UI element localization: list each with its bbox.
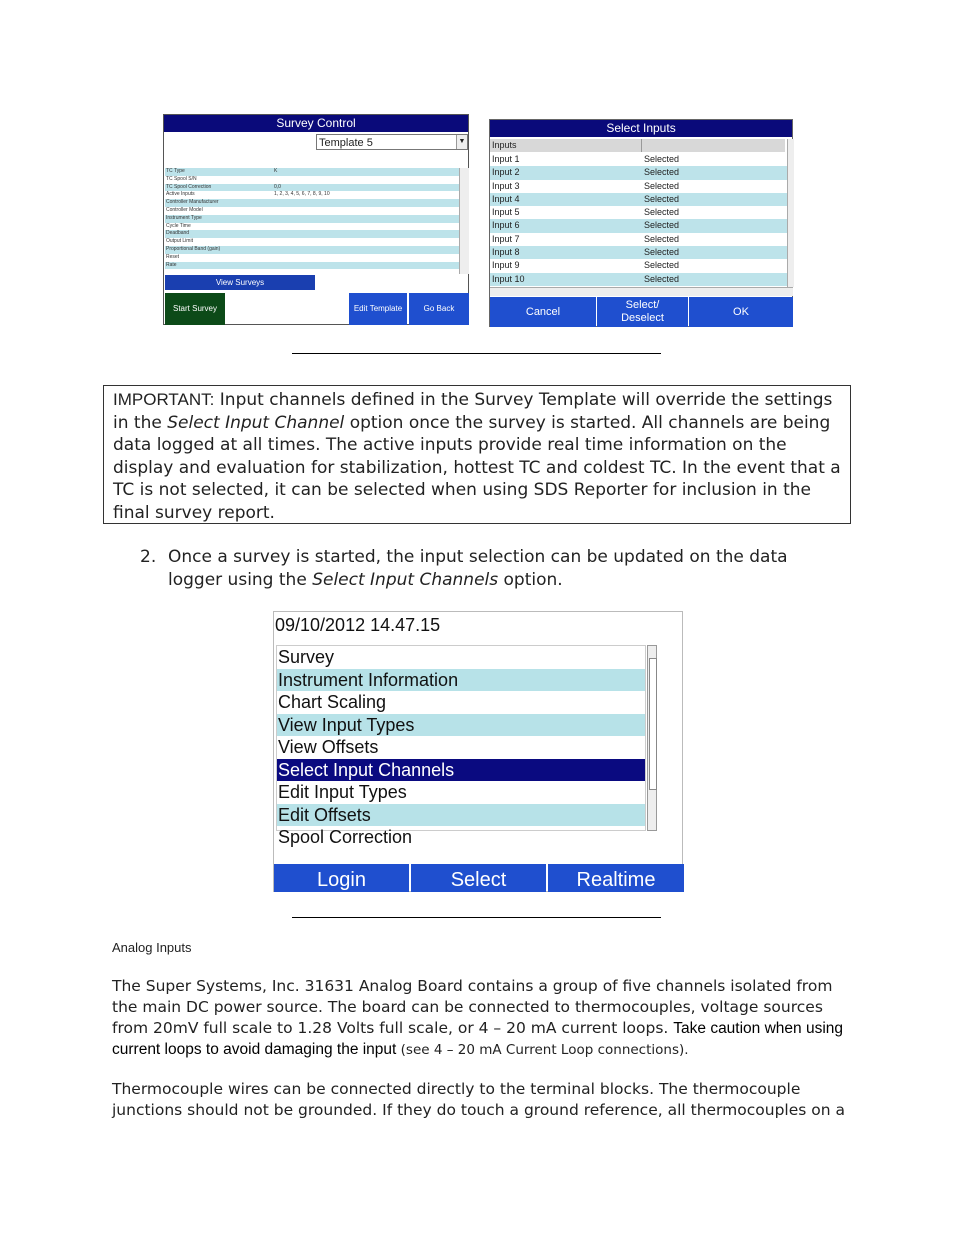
survey-fields-list xyxy=(165,168,459,274)
input-name: Input 5 xyxy=(492,207,520,218)
field-label: Instrument Type xyxy=(166,214,202,221)
menu-item-edit-input-types[interactable]: Edit Input Types xyxy=(278,782,407,802)
realtime-button[interactable]: Realtime xyxy=(548,864,684,892)
survey-control-title: Survey Control xyxy=(164,115,468,132)
input-name: Input 4 xyxy=(492,193,520,204)
column-divider xyxy=(641,139,642,152)
input-name: Input 8 xyxy=(492,247,520,258)
step-number: 2. xyxy=(140,547,157,567)
inputs-list xyxy=(490,153,787,286)
input-status: Selected xyxy=(644,260,680,271)
field-label: TC Spool Correction xyxy=(166,183,212,190)
input-status: Selected xyxy=(644,247,680,258)
list-item[interactable] xyxy=(490,166,787,179)
menu-item-survey[interactable]: Survey xyxy=(278,647,335,667)
field-value xyxy=(274,207,459,215)
menu-list xyxy=(276,645,646,847)
important-note xyxy=(103,385,851,524)
list-item xyxy=(165,184,459,192)
menu-item-instrument-information[interactable]: Instrument Information xyxy=(277,669,645,692)
menu-screenshot xyxy=(273,611,683,892)
list-item xyxy=(165,168,459,176)
cancel-button[interactable]: Cancel xyxy=(490,297,596,327)
para1-emphasis: Take caution when using current loops to avoid damaging the input xyxy=(112,1020,844,1058)
survey-control-screenshot xyxy=(163,114,469,325)
list-item xyxy=(165,199,459,207)
menu-item-chart-scaling[interactable]: Chart Scaling xyxy=(278,692,387,712)
select-inputs-title: Select Inputs xyxy=(490,120,792,137)
vertical-scrollbar[interactable] xyxy=(459,168,469,274)
step-text-2: option. xyxy=(498,569,563,590)
list-item[interactable] xyxy=(490,233,787,246)
field-label: Controller Manufacturer xyxy=(166,199,219,206)
field-value xyxy=(274,246,459,254)
list-item xyxy=(165,191,459,199)
inputs-column-header xyxy=(490,139,785,152)
input-status: Selected xyxy=(644,220,680,231)
list-item[interactable] xyxy=(490,153,787,166)
list-item xyxy=(165,254,459,262)
ok-button[interactable]: OK xyxy=(689,297,793,327)
section-heading: Analog Inputs xyxy=(112,940,192,955)
input-name: Input 3 xyxy=(492,180,520,191)
go-back-button[interactable]: Go Back xyxy=(409,293,469,325)
login-button[interactable]: Login xyxy=(274,864,409,892)
field-label: Proportional Band (gain) xyxy=(166,245,221,252)
input-status: Selected xyxy=(644,193,680,204)
field-label: Deadband xyxy=(166,230,190,237)
field-label: Cycle Time xyxy=(166,222,191,229)
input-name: Input 2 xyxy=(492,167,520,178)
list-item xyxy=(165,215,459,223)
step-italic: Select Input Channels xyxy=(312,569,499,590)
input-status: Selected xyxy=(644,180,680,191)
field-value xyxy=(274,262,459,270)
list-item xyxy=(165,238,459,246)
list-item[interactable] xyxy=(490,206,787,219)
column-header-label: Inputs xyxy=(492,140,517,150)
vertical-scrollbar[interactable] xyxy=(787,139,794,287)
field-label: Reset xyxy=(166,253,180,260)
input-status: Selected xyxy=(644,154,680,164)
list-item xyxy=(165,262,459,270)
analog-paragraph-2: Thermocouple wires can be connected directly to the terminal blocks. The thermocouple junctions should not be grounded. If they do touch a ground reference, all thermocouples on a xyxy=(112,1080,845,1119)
para1-text: The Super Systems, Inc. 31631 Analog Board contains a group of five channels isolated from the main DC power source. The board can be connected to thermocouples, voltage sources from 20mV full scale to 1.28 Volts full scale, or 4 – 20 mA current loops. xyxy=(112,977,833,1037)
template-select[interactable] xyxy=(316,134,468,150)
input-status: Selected xyxy=(644,233,680,244)
input-name: Input 10 xyxy=(492,273,525,284)
field-value xyxy=(274,199,459,207)
view-surveys-button[interactable]: View Surveys xyxy=(165,275,315,290)
field-value: K xyxy=(274,168,278,174)
list-item xyxy=(165,230,459,238)
list-item[interactable] xyxy=(490,193,787,206)
list-item xyxy=(165,176,459,184)
input-name: Input 6 xyxy=(492,220,520,231)
field-value xyxy=(274,230,459,238)
template-select-value: Template 5 xyxy=(319,137,373,149)
field-value xyxy=(274,215,459,223)
scrollbar-thumb[interactable] xyxy=(649,658,657,790)
field-label: Active Inputs xyxy=(166,191,195,198)
menu-item-view-input-types[interactable]: View Input Types xyxy=(277,714,645,737)
input-name: Input 1 xyxy=(492,154,520,164)
list-item xyxy=(165,207,459,215)
field-value xyxy=(274,223,459,231)
chevron-down-icon[interactable]: ▼ xyxy=(456,135,467,149)
field-label: Rate xyxy=(166,261,177,268)
menu-item-select-input-channels[interactable]: Select Input Channels xyxy=(277,759,645,782)
menu-item-spool-correction[interactable]: Spool Correction xyxy=(278,827,413,847)
select-label-line1: Select/ xyxy=(625,299,660,311)
field-label: Output Limit xyxy=(166,238,193,245)
input-status: Selected xyxy=(644,167,680,178)
list-item[interactable] xyxy=(490,180,787,193)
field-label: TC Spool S/N xyxy=(166,175,197,182)
list-item xyxy=(165,223,459,231)
para1-reference: (see 4 – 20 mA Current Loop connections). xyxy=(396,1042,689,1058)
input-name: Input 7 xyxy=(492,233,520,244)
input-status: Selected xyxy=(644,207,680,218)
list-item[interactable] xyxy=(490,273,787,286)
input-status: Selected xyxy=(644,273,680,284)
step-text xyxy=(168,546,838,591)
datetime-display: 09/10/2012 14.47.15 xyxy=(275,615,441,635)
list-item[interactable] xyxy=(490,259,787,272)
important-italic: Select Input Channel xyxy=(167,412,345,433)
field-value xyxy=(274,254,459,262)
analog-paragraph-1 xyxy=(112,976,847,1061)
list-item xyxy=(165,246,459,254)
input-name: Input 9 xyxy=(492,260,520,271)
step-text-1: Once a survey is started, the input selection can be updated on the data logger using the xyxy=(168,547,788,590)
field-label: TC Type xyxy=(166,168,185,174)
start-survey-button[interactable]: Start Survey xyxy=(165,293,225,325)
horizontal-scrollbar[interactable] xyxy=(490,287,793,296)
important-label: IMPORTANT: xyxy=(113,390,215,409)
edit-template-button[interactable]: Edit Template xyxy=(349,293,407,325)
caption-rule xyxy=(292,917,661,918)
caption-rule xyxy=(292,353,661,354)
select-deselect-button[interactable] xyxy=(597,297,688,327)
important-text-1: Input channels defined in the Survey Template will override the settings in the xyxy=(113,390,833,433)
important-text-2: option once the survey is started. All channels are being data logged at all times. The active inputs provide real time information on the display and evaluation for stabilization, hottest TC and coldest TC. In the event that a TC is not selected, it can be selected when using SDS Reporter for inclusion in the final survey report. xyxy=(113,412,841,523)
list-item[interactable] xyxy=(490,246,787,259)
field-label: Controller Model xyxy=(166,206,203,213)
field-value: 0,0 xyxy=(274,183,281,190)
select-deselect-label xyxy=(621,299,664,325)
field-value: 1, 2, 3, 4, 5, 6, 7, 8, 9, 10 xyxy=(274,191,330,198)
field-value xyxy=(274,176,459,184)
select-inputs-screenshot xyxy=(489,119,793,327)
vertical-scrollbar[interactable] xyxy=(647,645,657,831)
list-item[interactable] xyxy=(490,219,787,232)
menu-item-view-offsets[interactable]: View Offsets xyxy=(278,737,379,757)
field-value xyxy=(274,238,459,246)
menu-item-edit-offsets[interactable]: Edit Offsets xyxy=(277,804,645,827)
select-label-line2: Deselect xyxy=(621,312,664,324)
select-button[interactable]: Select xyxy=(411,864,546,892)
